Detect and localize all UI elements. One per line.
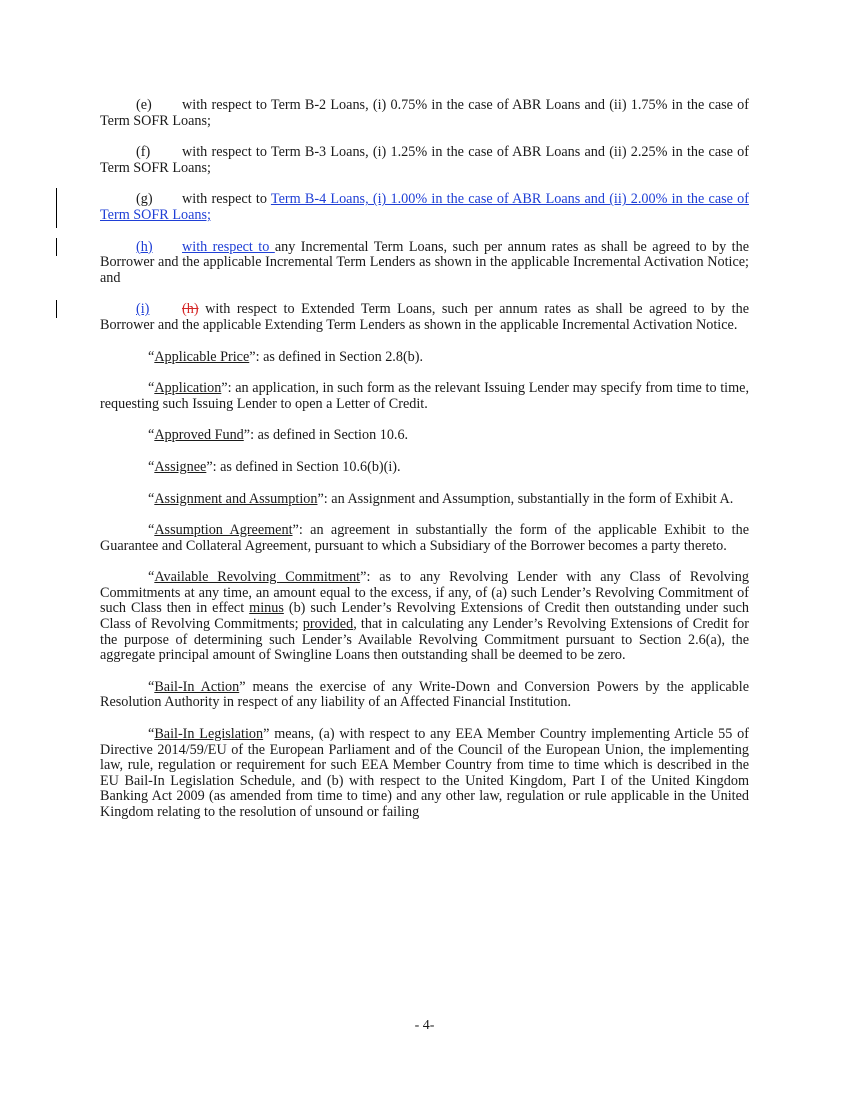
inserted-text: Term B-4 Loans, (i) 1.00% in the case of ABR Loans and (ii) 2.00% in the case of Term SOFR Loans; <box>100 191 749 223</box>
definition-text: : an application, in such form as the relevant Issuing Lender may specify from time to time, requesting such Issuing Lender to open a Letter of Credit. <box>100 380 749 412</box>
definition-assignee: “Assignee”: as defined in Section 10.6(b)(i). <box>148 458 401 475</box>
definition-application: “Application”: an application, in such form as the relevant Issuing Lender may specify from time to time, requesting such Issuing Lender to open a Letter of Credit. <box>100 380 749 412</box>
definition-bail-in-legislation: “Bail-In Legislation” means, (a) with respect to any EEA Member Country implementing Article 55 of Directive 2014/59/EU of the European Parliament and of the Council of the European Union, the implementing law, rule, regulation or requirement for such EEA Member Country from time to time which is described in the EU Bail-In Legislation Schedule, and (b) with respect to the United Kingdom, Part I of the United Kingdom Banking Act 2009 (as amended from time to time) and any other law, regulation or rule applicable in the United Kingdom relating to the resolution of unsound or failing <box>100 726 749 820</box>
clause-e <box>100 98 749 129</box>
defined-term: Assignee <box>154 458 207 475</box>
clause-h <box>100 240 749 287</box>
defined-term: Bail-In Legislation <box>154 726 264 743</box>
defined-term: Approved Fund <box>154 427 244 444</box>
definition-text: : an Assignment and Assumption, substantially in the form of Exhibit A. <box>323 490 734 507</box>
definition-text: (b) such Lender’s Revolving Extensions of Credit then outstanding under such Class of Revolving Commitments; <box>100 600 749 633</box>
clause-text: with respect to <box>182 191 271 208</box>
deleted-label: (h) <box>182 301 199 318</box>
defined-term: Available Revolving Commitment <box>154 569 361 586</box>
defined-term: Assignment and Assumption <box>154 490 318 507</box>
inserted-text: with respect to <box>182 238 275 255</box>
definition-bail-in-action: “Bail-In Action” means the exercise of any Write-Down and Conversion Powers by the applicable Resolution Authority in respect of any liability of an Affected Financial Institution. <box>100 678 749 711</box>
definition-text: : as to any Revolving Lender with any Class of Revolving Commitments at any time, an amount equal to the excess, if any, of (a) such Lender’s Revolving Commitment of such Class then in effect <box>100 569 749 617</box>
definition-text: means, (a) with respect to any EEA Member Country implementing Article 55 of Directive 2014/59/EU of the European Parliament and of the Council of the European Union, the implementing law, rule, regulation or requirement for such EEA Member Country from time to time which is described in the EU Bail-In Legislation Schedule, and (b) with respect to the United Kingdom, Part I of the United Kingdom Banking Act 2009 (as amended from time to time) and any other law, regulation or rule applicable in the United Kingdom relating to the resolution of unsound or failing <box>100 726 749 820</box>
defined-term: Applicable Price <box>154 348 250 365</box>
definition-text: : as defined in Section 2.8(b). <box>255 348 424 365</box>
clause-label: (e) <box>136 97 152 113</box>
clause-text: with respect to Extended Term Loans, such per annum rates as shall be agreed to by the Borrower and the applicable Extending Term Lenders as shown in the applicable Incremental Activation Notice. <box>100 301 749 333</box>
defined-term: Assumption Agreement <box>154 522 293 539</box>
inserted-label: (h) <box>136 238 153 255</box>
definition-text: : an agreement in substantially the form of the applicable Exhibit to the Guarantee and Collateral Agreement, pursuant to which a Subsidiary of the Borrower becomes a party thereto. <box>100 522 749 554</box>
clause-text: with respect to Term B-2 Loans, (i) 0.75% in the case of ABR Loans and (ii) 1.75% in the case of Term SOFR Loans; <box>100 97 749 129</box>
change-bar <box>56 300 57 318</box>
defined-term: Bail-In Action <box>154 678 240 695</box>
definition-applicable-price: “Applicable Price”: as defined in Section 2.8(b). <box>148 348 424 365</box>
clause-i <box>100 302 749 333</box>
emphasis-minus: minus <box>249 600 284 617</box>
definition-text: : as defined in Section 10.6(b)(i). <box>212 458 401 475</box>
definition-text: : as defined in Section 10.6. <box>250 427 409 444</box>
page-number: - 4- <box>414 1018 435 1033</box>
definition-assumption-agreement: “Assumption Agreement”: an agreement in substantially the form of the applicable Exhibit to the Guarantee and Collateral Agreement, pursuant to which a Subsidiary of the Borrower becomes a party thereto. <box>100 522 749 554</box>
definition-available-revolving-commitment: “Available Revolving Commitment”: as to any Revolving Lender with any Class of Revolving Commitments at any time, an amount equal to the excess, if any, of (a) such Lender’s Revolving Commitment of such Class then in effect minus (b) such Lender’s Revolving Extensions of Credit then outstanding under such Class of Revolving Commitments; provided, that in calculating any Lender’s Revolving Extensions of Credit for the purpose of determining such Lender’s Available Revolving Commitment pursuant to Section 2.6(a), the aggregate principal amount of Swingline Loans then outstanding shall be deemed to be zero. <box>100 569 749 664</box>
definition-text: means the exercise of any Write-Down and Conversion Powers by the applicable Resolution Authority in respect of any liability of an Affected Financial Institution. <box>100 678 749 711</box>
defined-term: Application <box>154 380 222 397</box>
clause-f <box>100 145 749 176</box>
inserted-label: (i) <box>136 301 150 318</box>
clause-g <box>100 192 749 223</box>
definition-text: , that in calculating any Lender’s Revolving Extensions of Credit for the purpose of determining such Lender’s Available Revolving Commitment pursuant to Section 2.6(a), the aggregate principal amount of Swingline Loans then outstanding shall be deemed to be zero. <box>100 616 749 664</box>
definition-approved-fund: “Approved Fund”: as defined in Section 10.6. <box>148 427 409 444</box>
change-bar <box>56 238 57 256</box>
clause-text: with respect to Term B-3 Loans, (i) 1.25% in the case of ABR Loans and (ii) 2.25% in the case of Term SOFR Loans; <box>100 144 749 176</box>
clause-text: any Incremental Term Loans, such per annum rates as shall be agreed to by the Borrower and the applicable Incremental Term Lenders as shown in the applicable Incremental Activation Notice; and <box>100 238 749 286</box>
change-bar <box>56 188 57 228</box>
clause-label: (g) <box>136 191 153 208</box>
definition-assignment-and-assumption: “Assignment and Assumption”: an Assignment and Assumption, substantially in the form of Exhibit A. <box>148 490 734 507</box>
emphasis-provided: provided <box>302 616 354 633</box>
clause-label: (f) <box>136 144 151 161</box>
document-page <box>100 98 749 837</box>
